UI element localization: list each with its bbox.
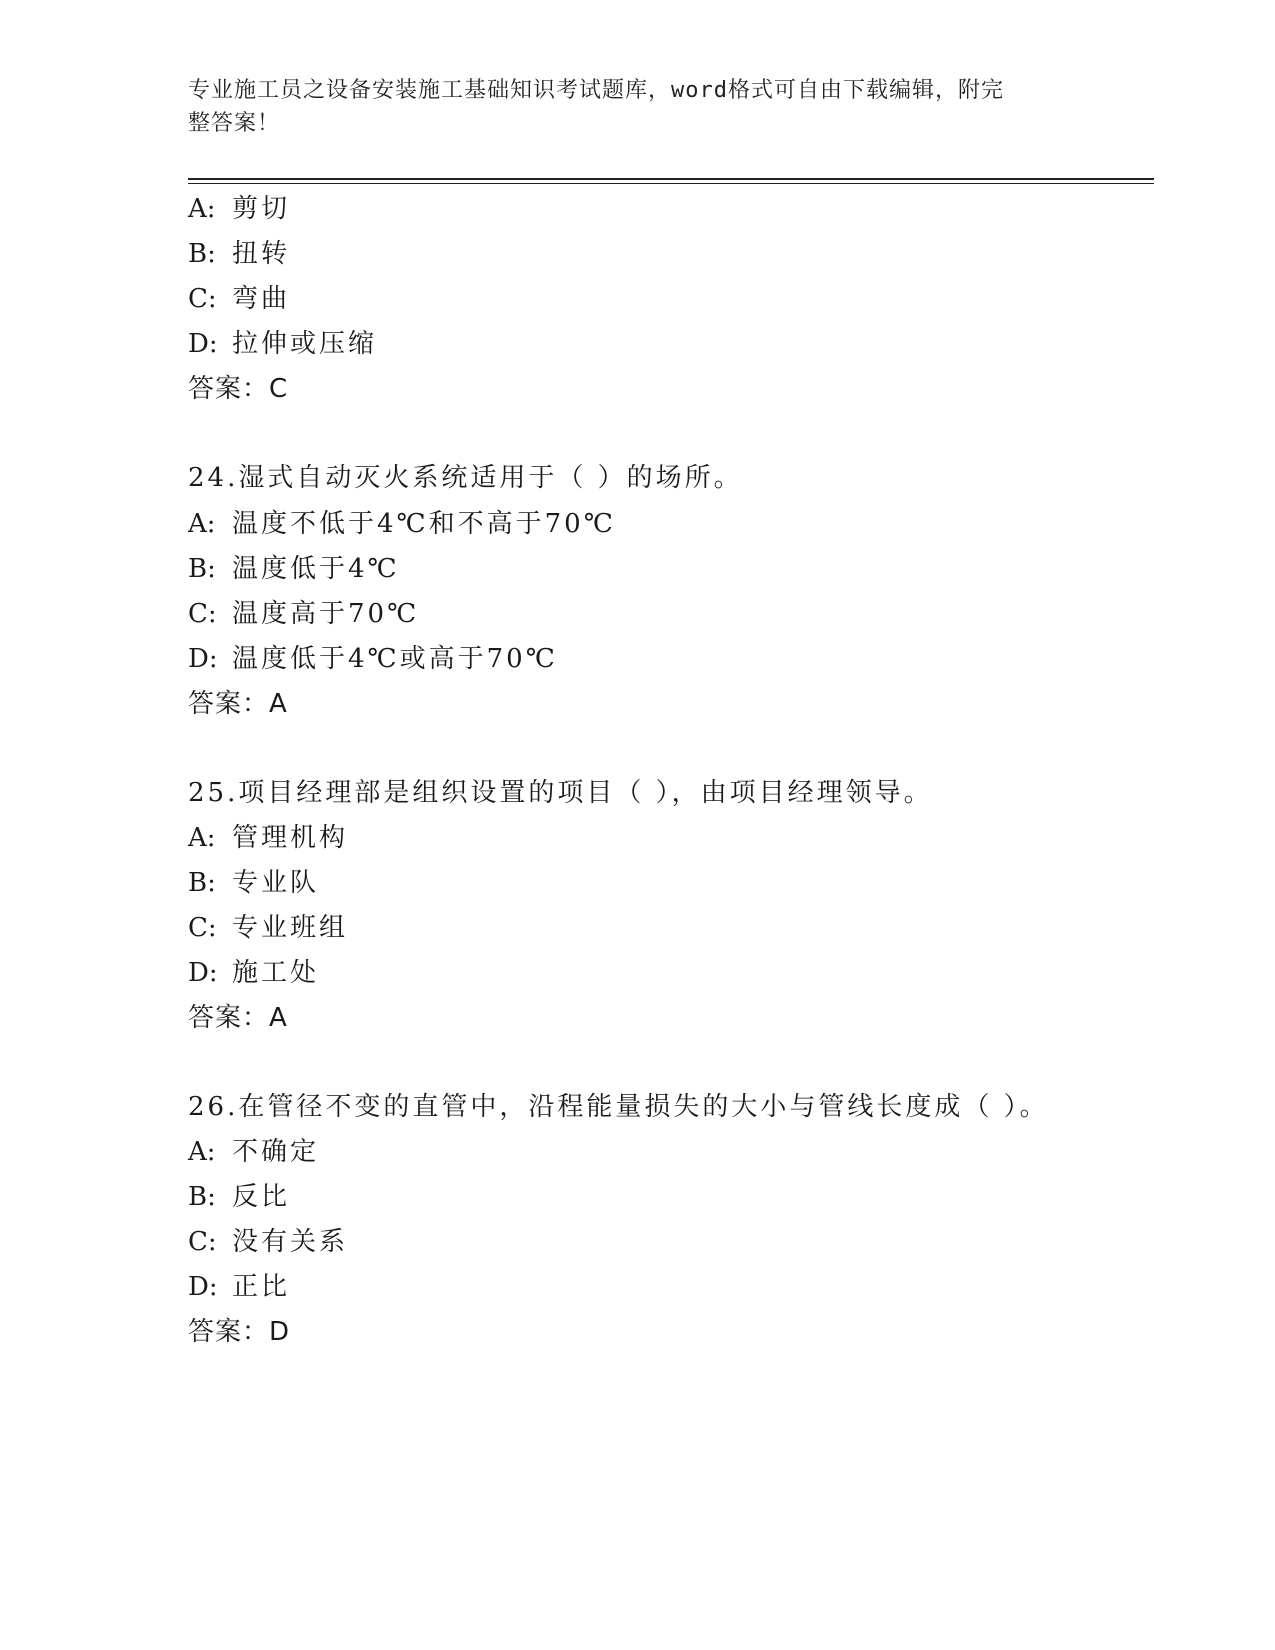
option-label: A: (188, 1137, 216, 1167)
option-text: 温度低于4℃ (232, 554, 400, 584)
option-a (188, 193, 290, 225)
question-text: 25.项目经理部是组织设置的项目（ ），由项目经理领导。 (188, 778, 933, 808)
option-b (188, 867, 319, 899)
option-d (188, 328, 377, 360)
option-text: 施工处 (232, 958, 320, 988)
option-label: D: (188, 1272, 218, 1302)
option-text: 管理机构 (232, 823, 349, 853)
option-label: A: (188, 194, 216, 224)
option-text: 正比 (232, 1272, 291, 1302)
option-label: B: (188, 554, 216, 584)
option-text: 扭转 (232, 239, 291, 269)
option-c (188, 283, 290, 315)
answer-line: 答案：A (188, 1003, 288, 1033)
option-text: 没有关系 (232, 1227, 349, 1257)
option-text: 拉伸或压缩 (232, 329, 378, 359)
option-d (188, 1271, 290, 1303)
option-text: 不确定 (232, 1137, 320, 1167)
option-b (188, 1181, 290, 1213)
option-a (188, 508, 616, 540)
option-b (188, 238, 290, 270)
option-text: 弯曲 (232, 284, 291, 314)
answer-line: 答案：C (188, 374, 289, 404)
header-divider-thin (188, 183, 1154, 184)
question-text: 26.在管径不变的直管中，沿程能量损失的大小与管线长度成（ ）。 (188, 1092, 1049, 1122)
option-label: C: (188, 913, 217, 943)
option-label: C: (188, 284, 217, 314)
answer-line: 答案：D (188, 1317, 291, 1347)
option-c (188, 1226, 348, 1258)
option-text: 温度高于70℃ (232, 599, 420, 629)
option-a (188, 1136, 319, 1168)
option-d (188, 957, 319, 989)
option-label: C: (188, 1227, 217, 1257)
option-label: A: (188, 823, 216, 853)
option-label: B: (188, 868, 216, 898)
option-c (188, 598, 419, 630)
option-text: 反比 (232, 1182, 291, 1212)
question-text: 24.湿式自动灭火系统适用于（ ）的场所。 (188, 463, 743, 493)
option-c (188, 912, 348, 944)
option-text: 温度不低于4℃和不高于70℃ (232, 509, 616, 539)
option-d (188, 643, 558, 675)
option-text: 温度低于4℃或高于70℃ (232, 644, 558, 674)
option-text: 专业队 (232, 868, 320, 898)
header-line-2: 整答案！ (188, 111, 281, 136)
option-label: D: (188, 958, 218, 988)
option-b (188, 553, 400, 585)
document-header (188, 74, 1068, 140)
option-text: 专业班组 (232, 913, 349, 943)
answer-line: 答案：A (188, 689, 288, 719)
option-label: D: (188, 644, 218, 674)
option-label: B: (188, 1182, 216, 1212)
option-a (188, 822, 348, 854)
option-label: B: (188, 239, 216, 269)
header-line-1: 专业施工员之设备安装施工基础知识考试题库，word格式可自由下载编辑，附完 (188, 78, 1004, 103)
header-divider-thick (188, 178, 1154, 180)
option-label: D: (188, 329, 218, 359)
option-text: 剪切 (232, 194, 291, 224)
option-label: C: (188, 599, 217, 629)
option-label: A: (188, 509, 216, 539)
